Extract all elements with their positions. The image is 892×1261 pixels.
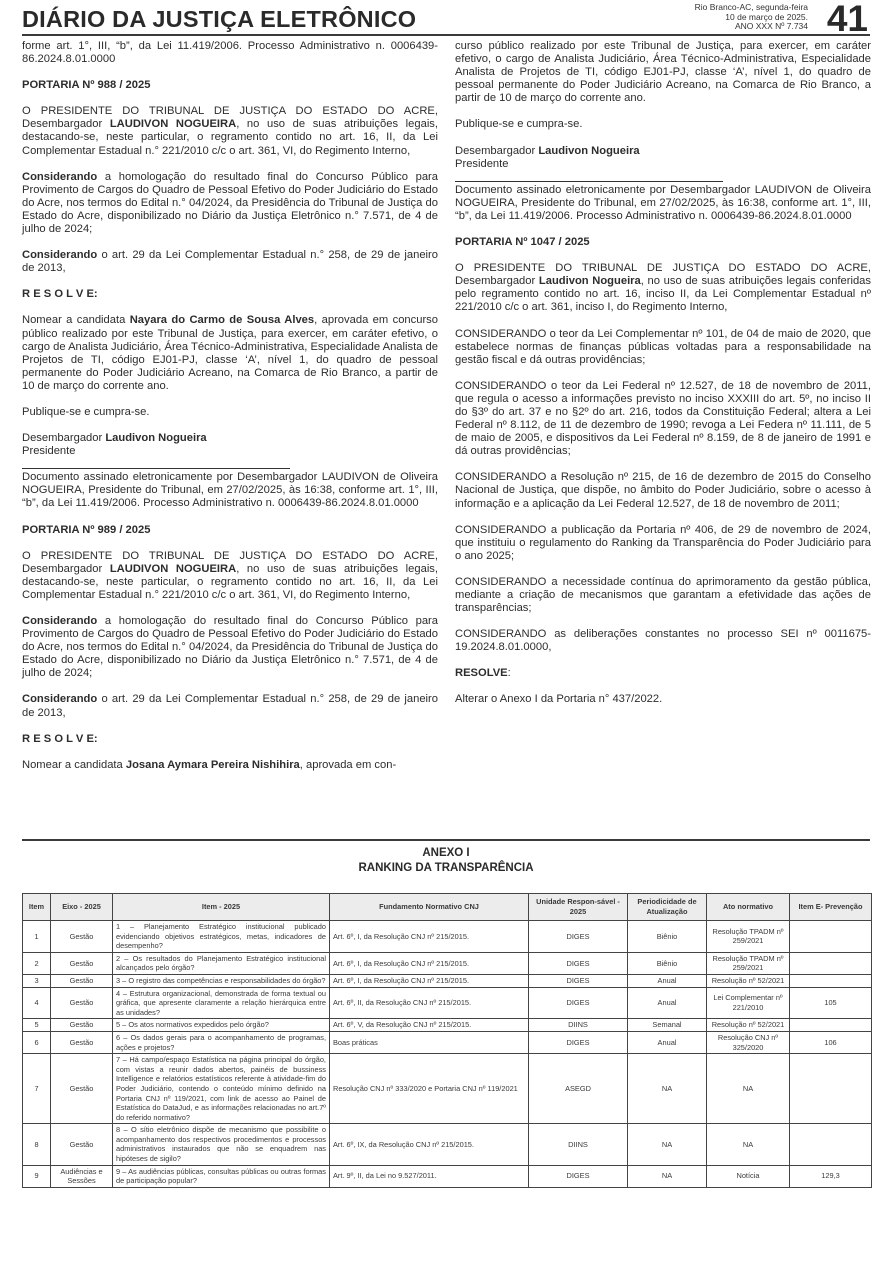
cell-ato-normativo: Resolução TPADM nº 259/2021: [707, 952, 790, 974]
cell-item-description: 9 – As audiências públicas, consultas públicas ou outras formas de participação popular?: [113, 1165, 330, 1187]
nomear-text: , aprovada em concurso público realizado por este Tribunal de Justiça, para exercer, em caráter efetivo, o cargo de Analista Judiciário, Área Técnico-Administrativa, Especialidade Analista de Projetos de TI, código EJ01-PJ, classe ‘A’, nível 1, do quadro de pessoal permanente do Poder Judiciário Acreano, na Comarca de Rio Branco, a partir de 10 de março do corrente ano.: [22, 314, 438, 392]
left-column: [22, 40, 438, 785]
cell-unidade: DIINS: [529, 1019, 628, 1032]
portaria-988-title: PORTARIA Nº 988 / 2025: [22, 79, 151, 92]
column-header-item-e-prevencao: Item E- Prevenção: [790, 894, 872, 921]
column-header-fundamento: Fundamento Normativo CNJ: [330, 894, 529, 921]
cell-ato-normativo: NA: [707, 1124, 790, 1165]
considerando-paragraph: CONSIDERANDO a necessidade contínua do aprimoramento da gestão pública, mediante a criação de mecanismos que garantam a efetividade das ações de transparências;: [455, 575, 871, 615]
signer-prefix: Desembargador: [22, 432, 106, 445]
signature-note: Documento assinado eletronicamente por Desembargador LAUDIVON de Oliveira NOGUEIRA, Presidente do Tribunal, em 27/02/2025, às 16:38, conforme art. 1°, III, “b”, da Lei 11.419/2006. Processo Administrativo n. 0006439-86.2024.8.01.0000: [22, 471, 438, 510]
cell-item-e-prevencao: [790, 974, 872, 987]
resolve-heading: [455, 667, 871, 680]
cell-item: 7: [23, 1054, 51, 1124]
cell-item-description: 5 – Os atos normativos expedidos pelo órgão?: [113, 1019, 330, 1032]
cell-periodicidade: Semanal: [628, 1019, 707, 1032]
publique-text: Publique-se e cumpra-se.: [22, 405, 150, 418]
table-row: [23, 1124, 872, 1165]
table-header-row: [23, 894, 872, 921]
considerando-label: Considerando: [22, 170, 98, 183]
cell-item: 2: [23, 952, 51, 974]
cell-eixo: Gestão: [51, 1054, 113, 1124]
table-row: [23, 952, 872, 974]
cell-periodicidade: Biênio: [628, 952, 707, 974]
considerando-text: o art. 29 da Lei Complementar Estadual n.° 258, de 29 de janeiro de 2013,: [22, 693, 438, 719]
cell-eixo: Gestão: [51, 1031, 113, 1053]
cell-fundamento: Art. 6º, V, da Resolução CNJ nº 215/2015.: [330, 1019, 529, 1032]
portaria-988-preamble: [22, 105, 438, 157]
cell-fundamento: Art. 6º, I, da Resolução CNJ nº 215/2015.: [330, 974, 529, 987]
cell-item-description: 8 – O sítio eletrônico dispõe de mecanismo que possibilite o acompanhamento dos respectivos procedimentos e processos administrativos instaurados que não se enquadrem nas hipóteses de sigilo?: [113, 1124, 330, 1165]
considerando-paragraph: CONSIDERANDO as deliberações constantes no processo SEI nº 0011675-19.2024.8.01.0000,: [455, 628, 871, 654]
cell-fundamento: Art. 6º, IX, da Resolução CNJ nº 215/2015.: [330, 1124, 529, 1165]
cell-item-description: 4 – Estrutura organizacional, demonstrada de forma textual ou gráfica, que apresente claramente a relação hierárquica entre as unidades?: [113, 987, 330, 1019]
considerando-paragraph: CONSIDERANDO o teor da Lei Federal nº 12.527, de 18 de novembro de 2011, que regula o acesso a informações previsto no inciso XXXIII do art. 5º, no inciso II do §3º do art. 37 e no §2º do art. 216, todos da Constituição Federal; altera a Lei Federal nº 8.112, de 11 de dezembro de 1990; revoga a Lei Federa nº 11.111, de 5 de maio de 2005, e dispositivos da Lei Federal nº 8.159, de 8 de janeiro de 1991 e dá outras providências;: [455, 379, 871, 458]
considerando-paragraph: [22, 615, 438, 680]
considerando-paragraph: [22, 693, 438, 719]
cell-ato-normativo: Notícia: [707, 1165, 790, 1187]
signature-note: Documento assinado eletronicamente por Desembargador LAUDIVON de Oliveira NOGUEIRA, Presidente do Tribunal, em 27/02/2025, às 16:38, conforme art. 1°, III, “b”, da Lei 11.419/2006. Processo Administrativo n. 0006439-86.2024.8.01.0000: [455, 183, 871, 222]
preamble-text: O PRESIDENTE DO TRIBUNAL DE JUSTIÇA DO ESTADO DO ACRE, Desembargador: [22, 105, 438, 131]
considerando-label: Considerando: [22, 693, 98, 706]
cell-item-e-prevencao: [790, 1054, 872, 1124]
cell-eixo: Gestão: [51, 1124, 113, 1165]
cell-ato-normativo: Lei Complementar nº 221/2010: [707, 987, 790, 1019]
signer-name: Laudivon Nogueira: [538, 144, 640, 157]
preamble-text: , no uso de suas atribuições legais conferidas pelo regramento contido no art. 16, inciso II, da Lei Complementar Estadual nº 221/2010 c/c o art. 361, inciso I, do Regimento Interno,: [455, 275, 872, 314]
publique-text: Publique-se e cumpra-se.: [455, 118, 583, 131]
candidate-name: Josana Aymara Pereira Nishihira: [125, 758, 300, 771]
cell-unidade: DIGES: [529, 952, 628, 974]
cell-unidade: ASEGD: [529, 1054, 628, 1124]
signer-line: [455, 145, 871, 158]
cell-unidade: DIINS: [529, 1124, 628, 1165]
portaria-1047-preamble: [455, 262, 871, 314]
portaria-989-title: PORTARIA Nº 989 / 2025: [22, 523, 151, 536]
cell-eixo: Gestão: [51, 921, 113, 953]
preamble-text: , no uso de suas atribuições legais, destacando-se, neste particular, o regramento contido no art. 16, II, da Lei Complementar Estadual n.° 221/2010 c/c o art. 361, VI, do Regimento Interno,: [22, 118, 439, 157]
cell-ato-normativo: Resolução CNJ nº 325/2020: [707, 1031, 790, 1053]
edition-line: ANO XXX Nº 7.734: [734, 21, 808, 32]
location-line: Rio Branco-AC, segunda-feira: [694, 2, 808, 12]
nomear-text: Nomear a candidata: [22, 314, 130, 327]
cell-item-description: 1 – Planejamento Estratégico institucional publicado evidenciando objetivos estratégicos, metas, indicadores de desempenho?: [113, 921, 330, 953]
continuation-text: forme art. 1°, III, “b”, da Lei 11.419/2006. Processo Administrativo n. 0006439-86.2024.8.01.0000: [22, 40, 438, 66]
cell-fundamento: Resolução CNJ nº 333/2020 e Portaria CNJ nº 119/2021: [330, 1054, 529, 1124]
nomear-paragraph: [22, 314, 438, 393]
considerando-paragraph: CONSIDERANDO a publicação da Portaria nº 406, de 29 de novembro de 2024, que instituiu o regulamento do Ranking da Transparência do Poder Judiciário para o ano 2025;: [455, 523, 871, 562]
cell-periodicidade: Anual: [628, 974, 707, 987]
cell-eixo: Gestão: [51, 1019, 113, 1032]
column-header-periodicidade: Periodicidade de Atualização: [628, 894, 707, 921]
cell-item-description: 3 – O registro das competências e responsabilidades do órgão?: [113, 974, 330, 987]
cell-unidade: DIGES: [529, 987, 628, 1019]
portaria-1047-title: PORTARIA Nº 1047 / 2025: [455, 236, 590, 249]
column-header-eixo: Eixo - 2025: [51, 894, 113, 921]
table-row: [23, 987, 872, 1019]
cell-periodicidade: NA: [628, 1165, 707, 1187]
resolve-colon: :: [507, 667, 511, 680]
considerando-text: o art. 29 da Lei Complementar Estadual n.° 258, de 29 de janeiro de 2013,: [22, 249, 438, 275]
cell-item: 1: [23, 921, 51, 953]
preamble-text: , no uso de suas atribuições legais, destacando-se, neste particular, o regramento contido no art. 16, II, da Lei Complementar Estadual n.° 221/2010 c/c o art. 361, VI, do Regimento Interno,: [22, 562, 439, 601]
cell-item-e-prevencao: 129,3: [790, 1165, 872, 1187]
column-header-unidade: Unidade Respon-sável - 2025: [529, 894, 628, 921]
column-header-item: Item: [23, 894, 51, 921]
resolve-heading: R E S O L V E:: [22, 732, 98, 745]
cell-item: 8: [23, 1124, 51, 1165]
cell-periodicidade: Anual: [628, 1031, 707, 1053]
cell-fundamento: Art. 6º, I, da Resolução CNJ nº 215/2015.: [330, 952, 529, 974]
resolve-label: RESOLVE: [455, 667, 508, 680]
cell-periodicidade: Anual: [628, 987, 707, 1019]
cell-periodicidade: Biênio: [628, 921, 707, 953]
cell-item: 4: [23, 987, 51, 1019]
considerando-label: Considerando: [22, 615, 98, 627]
signer-line: [22, 432, 438, 445]
considerando-paragraph: [22, 249, 438, 275]
table-row: [23, 1165, 872, 1187]
date-line: 10 de março de 2025.: [725, 11, 808, 22]
cell-eixo: Gestão: [51, 987, 113, 1019]
cell-fundamento: Boas práticas: [330, 1031, 529, 1053]
cell-item-e-prevencao: [790, 1124, 872, 1165]
cell-item-e-prevencao: 105: [790, 987, 872, 1019]
resolve-heading: R E S O L V E:: [22, 288, 98, 301]
cell-unidade: DIGES: [529, 921, 628, 953]
table-row: [23, 1019, 872, 1032]
considerando-paragraph: CONSIDERANDO o teor da Lei Complementar nº 101, de 04 de maio de 2020, que estabelece normas de finanças públicas voltadas para a responsabilidade na gestão fiscal e dá outras providências;: [455, 327, 871, 366]
nomear-paragraph: [22, 759, 438, 772]
cell-unidade: DIGES: [529, 1031, 628, 1053]
annex-title: ANEXO I: [422, 847, 470, 859]
cell-item-description: 6 – Os dados gerais para o acompanhamento de programas, ações e projetos?: [113, 1031, 330, 1053]
considerando-paragraph: CONSIDERANDO a Resolução nº 215, de 16 de dezembro de 2015 do Conselho Nacional de Justiça, que dispõe, no âmbito do Poder Judiciário, sobre o acesso à informação e a aplicação da Lei Federal 12.527, de 18 de novembro de 2011;: [455, 471, 871, 510]
nomear-text: Nomear a candidata: [22, 758, 126, 771]
ranking-table: [22, 893, 872, 1188]
table-row: [23, 1054, 872, 1124]
cell-item: 9: [23, 1165, 51, 1187]
table-row: [23, 1031, 872, 1053]
signature-line: [22, 458, 290, 469]
cell-ato-normativo: Resolução nº 52/2021: [707, 1019, 790, 1032]
cell-item-e-prevencao: [790, 1019, 872, 1032]
cell-fundamento: Art. 6º, I, da Resolução CNJ nº 215/2015.: [330, 921, 529, 953]
table-row: [23, 921, 872, 953]
cell-periodicidade: NA: [628, 1054, 707, 1124]
cell-item: 6: [23, 1031, 51, 1053]
table-row: [23, 974, 872, 987]
annex-heading: [22, 846, 870, 875]
president-name: Laudivon Nogueira: [538, 275, 641, 288]
signer-role: Presidente: [455, 157, 509, 170]
cell-eixo: Gestão: [51, 974, 113, 987]
annex-subtitle: RANKING DA TRANSPARÊNCIA: [358, 861, 534, 874]
signer-prefix: Desembargador: [455, 144, 539, 157]
cell-eixo: Gestão: [51, 952, 113, 974]
signer-name: Laudivon Nogueira: [105, 432, 207, 445]
table-body: [23, 921, 872, 1188]
considerando-text: a homologação do resultado final do Concurso Público para Provimento de Cargos do Quadro de Pessoal Efetivo do Poder Judiciário do Estado do Acre, nos termos do Edital n.° 04/2024, da Presidência do Tribunal de Justiça do Estado do Acre, disponibilizado no Diário da Justiça Eletrônico n.° 7.571, de 4 de julho de 2024;: [22, 615, 438, 680]
cell-ato-normativo: Resolução nº 52/2021: [707, 974, 790, 987]
president-name: LAUDIVON NOGUEIRA: [109, 562, 237, 575]
preamble-text: O PRESIDENTE DO TRIBUNAL DE JUSTIÇA DO ESTADO DO ACRE, Desembargador: [22, 549, 438, 575]
portaria-989-preamble: [22, 550, 438, 602]
cell-periodicidade: NA: [628, 1124, 707, 1165]
column-header-item-description: Item - 2025: [113, 894, 330, 921]
page-number: 41: [826, 0, 868, 39]
cell-ato-normativo: Resolução TPADM nº 259/2021: [707, 921, 790, 953]
cell-item-e-prevencao: [790, 952, 872, 974]
president-name: LAUDIVON NOGUEIRA: [109, 118, 237, 131]
preamble-text: O PRESIDENTE DO TRIBUNAL DE JUSTIÇA DO ESTADO DO ACRE, Desembargador: [455, 262, 871, 288]
signature-line: [455, 171, 723, 182]
cell-fundamento: Art. 6º, II, da Resolução CNJ nº 215/2015.: [330, 987, 529, 1019]
considerando-label: Considerando: [22, 249, 98, 262]
cell-fundamento: Art. 9º, II, da Lei no 9.527/2011.: [330, 1165, 529, 1187]
cell-item: 5: [23, 1019, 51, 1032]
page-header: [22, 0, 870, 39]
cell-item-description: 2 – Os resultados do Planejamento Estratégico institucional alcançados pelo órgão?: [113, 952, 330, 974]
candidate-name: Nayara do Carmo de Sousa Alves: [129, 314, 315, 327]
nomear-text: , aprovada em con-: [299, 758, 397, 771]
considerando-paragraph: [22, 171, 438, 236]
section-divider: [22, 839, 870, 841]
cell-item-description: 7 – Há campo/espaço Estatística na página principal do órgão, com vistas a reunir dados abertos, painéis de bussiness Intelligence e relatórios estatísticos referente à atividade-fim do Poder Judiciário, contendo o conteúdo mínimo definido na Portaria CNJ nº 119/2021, com link de acesso ao Painel de Estatística do DataJud, e as informações relacionadas no art.7º do referido normativo?: [113, 1054, 330, 1124]
right-column: [455, 40, 871, 720]
masthead-title: DIÁRIO DA JUSTIÇA ELETRÔNICO: [22, 6, 417, 32]
considerando-text: a homologação do resultado final do Concurso Público para Provimento de Cargos do Quadro de Pessoal Efetivo do Poder Judiciário do Estado do Acre, nos termos do Edital n.° 04/2024, da Presidência do Tribunal de Justiça do Estado do Acre, disponibilizado no Diário da Justiça Eletrônico n.° 7.571, de 4 de julho de 2024;: [22, 170, 438, 236]
cell-item-e-prevencao: 106: [790, 1031, 872, 1053]
signer-role: Presidente: [22, 445, 76, 458]
cell-ato-normativo: NA: [707, 1054, 790, 1124]
cell-item-e-prevencao: [790, 921, 872, 953]
continuation-text: curso público realizado por este Tribunal de Justiça, para exercer, em caráter efetivo, o cargo de Analista Judiciário, Área Técnico-Administrativa, Especialidade Analista de Projetos de TI, código EJ01-PJ, classe ‘A’, nível 1, do quadro de pessoal permanente do Poder Judiciário Acreano, na Comarca de Rio Branco, a partir de 10 de março do corrente ano.: [455, 40, 871, 105]
alterar-text: Alterar o Anexo I da Portaria n° 437/2022.: [455, 693, 663, 706]
cell-item: 3: [23, 974, 51, 987]
edition-info: [695, 3, 808, 32]
column-header-ato-normativo: Ato normativo: [707, 894, 790, 921]
cell-unidade: DIGES: [529, 1165, 628, 1187]
cell-unidade: DIGES: [529, 974, 628, 987]
cell-eixo: Audiências e Sessões: [51, 1165, 113, 1187]
